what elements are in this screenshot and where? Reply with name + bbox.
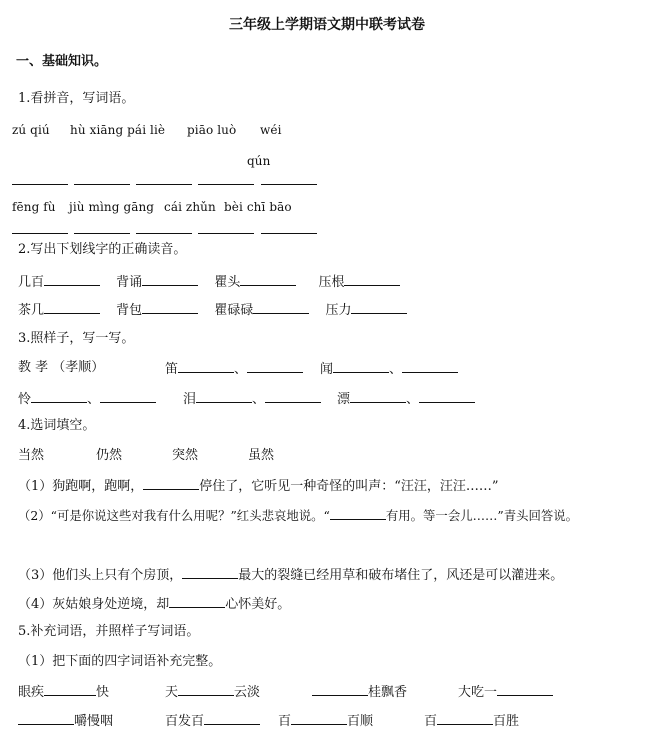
sentence-text: 停住了，它听见一种奇怪的叫声：“汪汪，汪汪……” [199,479,499,494]
separator: 、 [252,392,266,407]
q4-sentence-4 [18,595,290,613]
q4-sentence-3 [18,566,563,584]
idiom-text: 桂飘香 [368,685,408,700]
q2-word: 茶几 [18,303,45,318]
answer-line-row-2 [12,221,317,239]
q3-char: 泪 [183,392,197,407]
idiom-5 [18,712,113,730]
question-3-prompt: 3.照样子，写一写。 [18,331,135,346]
idiom-1 [18,683,109,701]
answer-blank[interactable] [142,273,198,286]
answer-blank[interactable] [265,390,321,403]
answer-blank[interactable] [12,221,68,234]
answer-blank[interactable] [44,273,100,286]
pinyin-5: fēng fù [12,200,56,214]
answer-blank[interactable] [169,595,225,608]
pinyin-4b: qún [247,154,271,168]
idiom-text: 百发百 [165,714,205,729]
answer-blank[interactable] [350,390,406,403]
q2-word: 瞿头 [214,275,241,290]
word-choice-1: 当然 [18,448,45,463]
page-title: 三年级上学期语文期中联考试卷 [229,17,425,33]
sentence-text: 最大的裂缝已经用草和破布堵住了，风还是可以灌进来。 [238,568,564,583]
idiom-3 [312,683,407,701]
idiom-text: 嚼慢咽 [74,714,114,729]
answer-blank[interactable] [136,221,192,234]
q2-word: 压根 [318,275,345,290]
idiom-text: 百顺 [347,714,374,729]
answer-blank[interactable] [196,390,252,403]
q4-sentence-2 [18,507,578,524]
answer-blank[interactable] [419,390,475,403]
answer-blank[interactable] [402,360,458,373]
answer-blank[interactable] [44,301,100,314]
answer-blank[interactable] [178,360,234,373]
answer-blank[interactable] [143,477,199,490]
separator: 、 [389,362,403,377]
sentence-text: （4）灰姑娘身处逆境，却 [18,597,170,612]
pinyin-6: jiù mìng gāng [69,200,155,214]
answer-blank[interactable] [261,172,317,185]
separator: 、 [234,362,248,377]
answer-blank[interactable] [344,273,400,286]
idiom-6 [165,712,260,730]
answer-blank[interactable] [31,390,87,403]
q3-char: 怜 [18,392,32,407]
answer-blank[interactable] [142,301,198,314]
section-heading-basic-knowledge: 一、基础知识。 [16,54,108,69]
idiom-7 [278,712,373,730]
answer-blank[interactable] [18,712,74,725]
answer-blank[interactable] [178,683,234,696]
sentence-text: （1）狗跑啊，跑啊， [18,479,144,494]
q3-row-1-item-1 [165,360,303,378]
idiom-text: 百 [278,714,292,729]
q2-word: 瞿碌碌 [214,303,254,318]
sentence-text: （3）他们头上只有个房顶， [18,568,183,583]
q3-example: 教 孝 （孝顺） [18,360,105,375]
question-2-prompt: 2.写出下划线字的正确读音。 [18,242,187,257]
pinyin-8: bèi chī bāo [224,200,292,214]
answer-blank[interactable] [136,172,192,185]
word-choice-3: 突然 [172,448,199,463]
q3-row-2-item-3 [337,390,475,408]
idiom-4 [458,683,553,701]
answer-blank[interactable] [44,683,96,696]
q3-row-2-item-1 [18,390,156,408]
pinyin-4: wéi [260,123,282,137]
idiom-text: 云淡 [234,685,261,700]
q2-row-1 [18,273,400,291]
answer-blank[interactable] [198,221,254,234]
answer-line-row-1 [12,172,317,190]
idiom-text: 百 [424,714,438,729]
q5-sub-1: （1）把下面的四字词语补充完整。 [18,654,222,669]
idiom-2 [165,683,260,701]
q3-char: 闻 [320,362,334,377]
answer-blank[interactable] [247,360,303,373]
q2-word: 压力 [325,303,352,318]
question-5-prompt: 5.补充词语，并照样子写词语。 [18,624,200,639]
answer-blank[interactable] [198,172,254,185]
answer-blank[interactable] [261,221,317,234]
answer-blank[interactable] [74,221,130,234]
pinyin-1: zú qiú [12,123,50,137]
q3-row-2-item-2 [183,390,321,408]
word-choice-4: 虽然 [248,448,275,463]
sentence-text: 有用。等一会儿……”青头回答说。 [385,508,579,523]
answer-blank[interactable] [74,172,130,185]
answer-blank[interactable] [351,301,407,314]
word-choice-2: 仍然 [96,448,123,463]
separator: 、 [87,392,101,407]
q3-char: 笛 [165,362,179,377]
sentence-text: 心怀美好。 [225,597,291,612]
answer-blank[interactable] [240,273,296,286]
answer-blank[interactable] [100,390,156,403]
q2-word: 几百 [18,275,45,290]
idiom-text: 大吃一 [458,685,498,700]
answer-blank[interactable] [204,712,260,725]
idiom-8 [424,712,519,730]
q3-char: 漂 [337,392,351,407]
answer-blank[interactable] [497,683,553,696]
q3-row-1-item-2 [320,360,458,378]
idiom-text: 快 [96,685,110,700]
idiom-text: 天 [165,685,179,700]
idiom-text: 百胜 [493,714,520,729]
q2-row-2 [18,301,407,319]
separator: 、 [406,392,420,407]
answer-blank[interactable] [333,360,389,373]
question-1-prompt: 1.看拼音，写词语。 [18,91,135,106]
answer-blank[interactable] [330,507,386,520]
pinyin-2: hù xiāng pái liè [70,123,166,137]
idiom-text: 眼疾 [18,685,45,700]
q2-word: 背包 [116,303,143,318]
pinyin-7: cái zhǔn [164,200,216,214]
answer-blank[interactable] [291,712,347,725]
answer-blank[interactable] [312,683,368,696]
answer-blank[interactable] [182,566,238,579]
q4-sentence-1 [18,477,499,495]
pinyin-3: piāo luò [187,123,237,137]
answer-blank[interactable] [12,172,68,185]
q2-word: 背诵 [116,275,143,290]
question-4-prompt: 4.选词填空。 [18,418,96,433]
sentence-text: （2）“可是你说这些对我有什么用呢？”红头悲哀地说。“ [18,508,330,523]
answer-blank[interactable] [437,712,493,725]
answer-blank[interactable] [253,301,309,314]
